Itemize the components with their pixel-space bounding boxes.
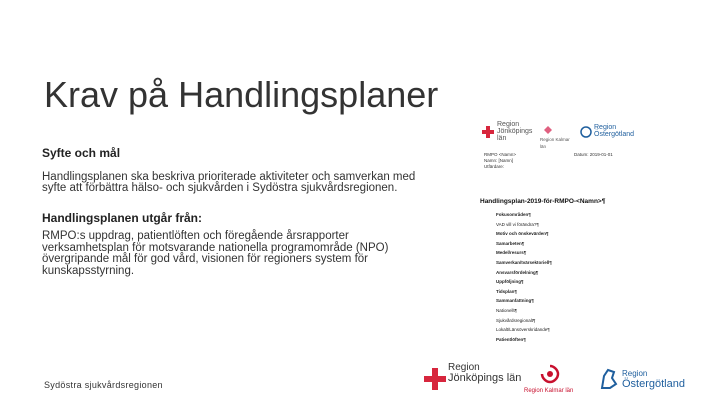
jonkoping-cross-icon xyxy=(482,126,494,138)
document-logo-ostergotland: Region Östergötland xyxy=(594,124,635,138)
meta-line: Namn: [Namn] xyxy=(484,158,514,163)
kalmar-cross-icon xyxy=(542,124,554,136)
toc-item: Sammanfattning¶ xyxy=(496,298,534,304)
document-logo-kalmar: Region Kalmar län xyxy=(540,137,570,149)
document-toc xyxy=(496,210,552,344)
ostergotland-lion-icon xyxy=(598,366,620,390)
document-thumbnail xyxy=(470,112,680,342)
toc-item: Motiv och önskevärden¶ xyxy=(496,231,549,237)
logo-line: Region xyxy=(448,362,480,373)
ostergotland-lion-icon xyxy=(580,126,592,138)
toc-item: Ansvarsfördelning¶ xyxy=(496,269,539,275)
toc-item: Uppföljning¶ xyxy=(496,279,524,285)
toc-item: Tidsplan¶ xyxy=(496,288,517,294)
section-body-purpose: Handlingsplanen ska beskriva prioriterade aktiviteter och samverkan med syfte att förbättra hälso- och sjukvården i Sydöstra sjukvårdsregionen. xyxy=(42,171,416,194)
slide-content xyxy=(42,146,422,277)
toc-item: VAD vill vi förändra?¶ xyxy=(496,221,539,227)
logo-kalmar-text: Region Kalmar län xyxy=(524,388,574,394)
document-meta-left xyxy=(484,152,516,170)
document-logo-jonkoping: Region Jönköpings län xyxy=(497,121,533,142)
logo-line: Östergötland xyxy=(622,378,685,390)
section-heading-purpose: Syfte och mål xyxy=(42,146,121,160)
meta-line: Utfärdare: xyxy=(484,164,505,169)
section-body-basis: RMPO:s uppdrag, patientlöften och föregående årsrapporter verksamhetsplan för motsvarande nationella programområde (NPO) övergripande mål för god vård, visionen för regioners system för kunskapsstyrning. xyxy=(42,230,389,277)
logo-line: Region xyxy=(622,369,648,378)
toc-item: Lokalt/Länsöverskridande¶ xyxy=(496,327,550,333)
logo-ostergotland-text xyxy=(622,368,685,390)
section-heading-basis: Handlingsplanen utgår från: xyxy=(42,211,203,225)
logo-line: Jönköpings län xyxy=(448,372,522,384)
footer-region-name: Sydöstra sjukvårdsregionen xyxy=(44,380,163,390)
document-meta-right xyxy=(574,152,613,158)
document-title: Handlingsplan-2019-för-RMPO-<Namn>¶ xyxy=(480,198,606,205)
toc-item: Samarbeten¶ xyxy=(496,240,525,246)
kalmar-emblem-icon xyxy=(540,364,560,384)
logo-jonkoping-text xyxy=(448,362,521,384)
jonkoping-cross-icon xyxy=(424,368,446,390)
slide-title: Krav på Handlingsplaner xyxy=(44,74,439,115)
document-logos xyxy=(470,118,680,149)
toc-item: Samverkan/tvärsektoriell¶ xyxy=(496,259,552,265)
toc-item: Patientlöften¶ xyxy=(496,336,526,342)
toc-item: Fokusområden¶ xyxy=(496,212,531,217)
meta-line: Datum: 2019-01-01 xyxy=(574,152,613,157)
toc-item: Sjukvårdsregionalt¶ xyxy=(496,317,536,323)
toc-item: Medel/resurs¶ xyxy=(496,250,527,256)
meta-line: RMPO <Namn> xyxy=(484,152,517,157)
toc-item: Nationellt¶ xyxy=(496,307,518,313)
